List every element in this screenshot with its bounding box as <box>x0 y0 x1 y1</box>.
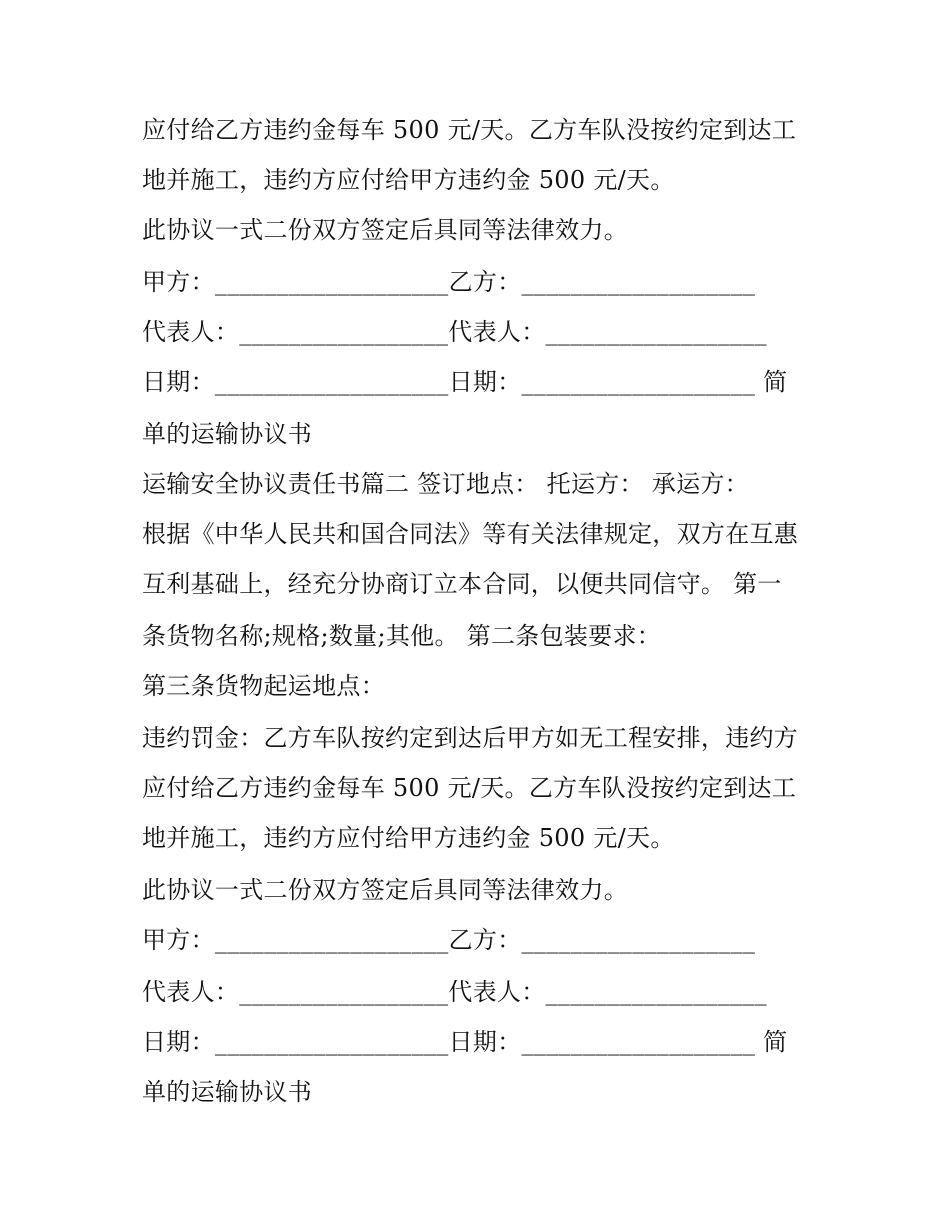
signature-line-parties: 甲方：___________________乙方：___________________ <box>142 268 756 296</box>
text-line: 第三条货物起运地点： <box>142 672 385 700</box>
signature-line-dates: 日期：___________________日期：___________________ 简 <box>142 368 788 396</box>
text-line: 应付给乙方违约金每车 500 元/天。乙方车队没按约定到达工 <box>142 774 797 802</box>
text-line: 地并施工，违约方应付给甲方违约金 500 元/天。 <box>142 824 675 852</box>
text-line: 违约罚金：乙方车队按约定到达后甲方如无工程安排，违约方 <box>142 724 799 752</box>
text-line: 应付给乙方违约金每车 500 元/天。乙方车队没按约定到达工 <box>142 116 797 144</box>
text-line: 根据《中华人民共和国合同法》等有关法律规定，双方在互惠 <box>142 520 799 548</box>
text-line: 互利基础上，经充分协商订立本合同，以便共同信守。 第一 <box>142 570 782 598</box>
section-heading: 运输安全协议责任书篇二 签订地点： 托运方： 承运方： <box>142 470 749 498</box>
signature-line-representatives: 代表人：_________________代表人：__________________ <box>142 978 767 1006</box>
signature-line-representatives: 代表人：_________________代表人：__________________ <box>142 318 767 346</box>
signature-line-parties: 甲方：___________________乙方：___________________ <box>142 926 756 954</box>
text-line: 单的运输协议书 <box>142 420 313 448</box>
text-line: 此协议一式二份双方签定后具同等法律效力。 <box>142 876 628 904</box>
text-line: 条货物名称;规格;数量;其他。 第二条包装要求： <box>142 622 662 650</box>
text-line: 单的运输协议书 <box>142 1078 313 1106</box>
signature-line-dates: 日期：___________________日期：___________________ 简 <box>142 1028 788 1056</box>
text-line: 地并施工，违约方应付给甲方违约金 500 元/天。 <box>142 166 675 194</box>
text-line: 此协议一式二份双方签定后具同等法律效力。 <box>142 216 628 244</box>
